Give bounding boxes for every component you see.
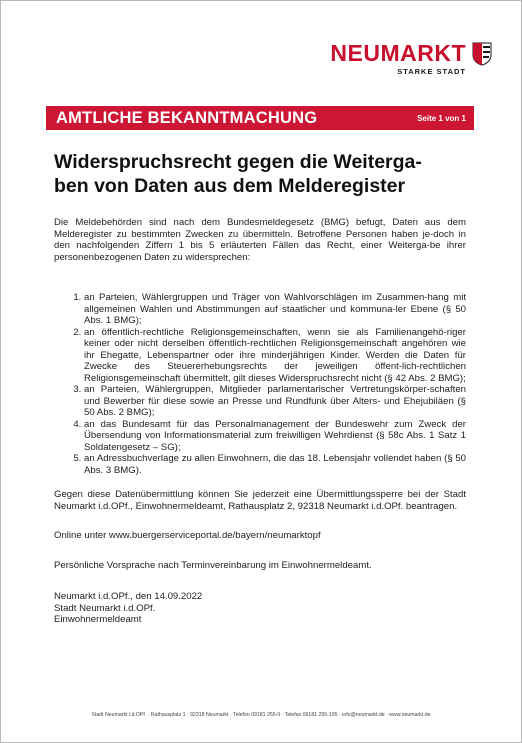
personal-visit-line: Persönliche Vorsprache nach Terminvereinbarung im Einwohnermeldeamt. — [54, 559, 372, 571]
city-logo — [332, 40, 492, 80]
announcement-banner — [46, 106, 474, 130]
document-title — [54, 150, 464, 198]
intro-paragraph: Die Meldebehörden sind nach dem Bundesmeldegesetz (BMG) befugt, Daten aus dem Melderegister zu bestimmten Zwecken zu übermitteln. Betroffene Personen haben je-doch in den nachfolgenden Ziffern 1 bis 5 erläuterten Fällen das Recht, einer Weiterga-be ihrer personenbezogenen Daten zu widersprechen: — [54, 217, 466, 263]
logo-wordmark: NEUMARKT — [330, 40, 466, 66]
blocking-paragraph: Gegen diese Datenübermittlung können Sie jederzeit eine Übermittlungssperre bei der Stadt Neumarkt i.d.OPf., Einwohnermeldeamt, Rathausplatz 2, 92318 Neumarkt i.d.OPf. beantragen. — [54, 489, 466, 512]
page-indicator: Seite 1 von 1 — [417, 113, 466, 123]
objection-list — [54, 292, 466, 476]
place-date: Neumarkt i.d.OPf., den 14.09.2022 — [54, 591, 203, 602]
list-item: 1. an Parteien, Wählergruppen und Träger von Wahlvorschlägen im Zusammen-hang mit allgemeinen Wahlen und Abstimmungen auf staatlicher und kommuna-ler Ebene (§ 50 Abs. 1 BMG); — [84, 292, 466, 327]
city-crest-icon — [472, 42, 492, 66]
list-item: 5. an Adressbuchverlage zu allen Einwohnern, die das 18. Lebensjahr vollendet haben (§ 50 Abs. 3 BMG). — [84, 453, 466, 476]
document-body — [54, 217, 466, 626]
logo-subtitle: STARKE STADT — [397, 67, 466, 76]
list-item: 3. an Parteien, Wählergruppen, Mitglieder parlamentarischer Vertretungskörper-schaften und Bewerber für diese sowie an Presse und Rundfunk über Alters- und Ehejubiläen (§ 50 Abs. 2 BMG); — [84, 384, 466, 419]
footer-contact-line: Stadt Neumarkt i.d.OPf. · Rathausplatz 1 · 92318 Neumarkt · Telefon 09181 255-0 · Telefax 09181 255-195 · info@neumarkt.de · www.neumarkt.de — [91, 712, 431, 718]
title-line: Widerspruchsrecht gegen die Weiterga- — [54, 151, 422, 173]
signature-block — [54, 591, 466, 626]
list-item: 4. an das Bundesamt für das Personalmanagement der Bundeswehr zum Zweck der Übersendung von Informationsmaterial zum freiwilligen Wehrdienst (§ 58c Abs. 1 Satz 1 Soldatengesetz – SG); — [84, 419, 466, 454]
online-service-line: Online unter www.buergerserviceportal.de/bayern/neumarktopf — [54, 530, 321, 541]
list-item: 2. an öffentlich-rechtliche Religionsgemeinschaften, wenn sie als Familienangehö-riger keiner oder nicht derselben öffentlich-rechtlichen Religionsgemeinschaft angehören wie ihr Ehegatte, Lebenspartner oder ihre minderjährigen Kinder. Werden die Daten für Zwecke des Steuererhebungsrechts der jeweiligen öffent-lich-rechtlichen Religionsgemeinschaft übermittelt, gilt dieses Widerspruchsrecht nicht (§ 42 Abs. 2 BMG); — [84, 327, 466, 385]
banner-title: AMTLICHE BEKANNTMACHUNG — [56, 108, 318, 127]
title-line: ben von Daten aus dem Melderegister — [54, 175, 406, 197]
issuing-authority: Stadt Neumarkt i.d.OPf. — [54, 602, 156, 614]
issuing-department: Einwohnermeldeamt — [54, 614, 142, 625]
